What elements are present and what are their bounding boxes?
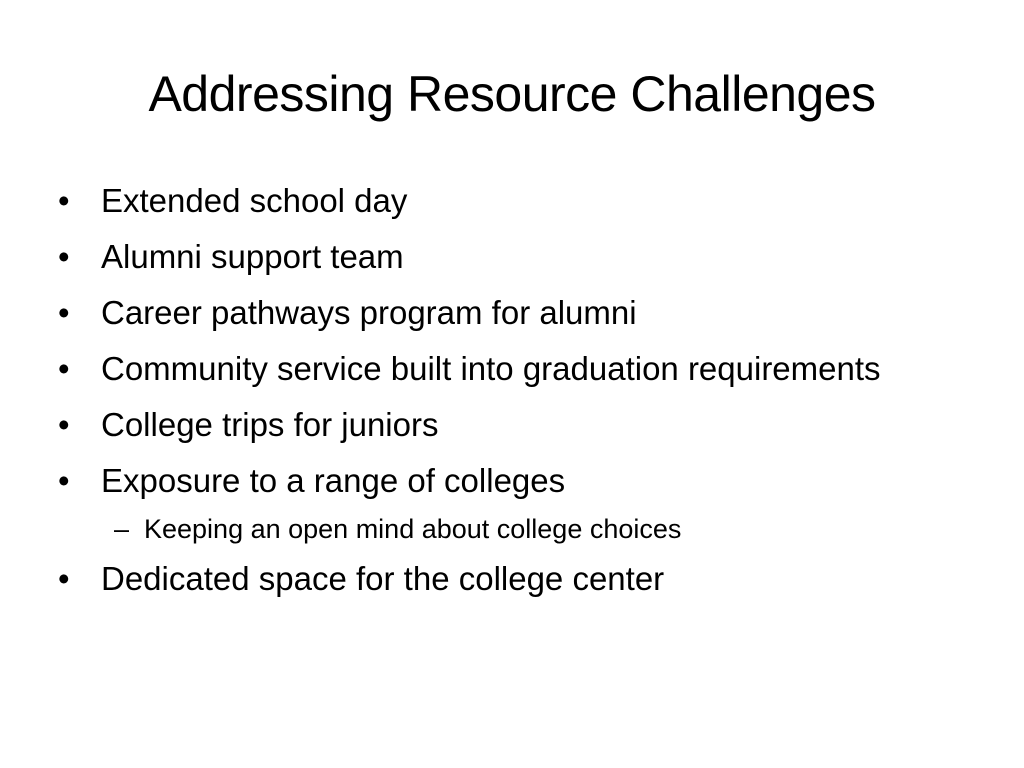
bullet-item	[58, 404, 958, 446]
bullet-item	[58, 292, 958, 334]
bullet-marker: •	[58, 182, 70, 219]
bullet-marker: •	[58, 238, 70, 275]
bullet-text: Exposure to a range of colleges	[101, 462, 566, 499]
bullet-text: Alumni support team	[101, 238, 404, 275]
bullet-item	[58, 180, 958, 222]
bullet-text: Community service built into graduation requirements	[101, 350, 881, 387]
slide-title: Addressing Resource Challenges	[148, 66, 876, 122]
bullet-item	[58, 236, 958, 278]
bullet-text: Dedicated space for the college center	[101, 560, 665, 597]
bullet-item	[58, 460, 958, 502]
bullet-text: College trips for juniors	[101, 406, 439, 443]
bullet-item	[58, 558, 958, 600]
bullet-text: Extended school day	[101, 182, 408, 219]
bullet-text: Career pathways program for alumni	[101, 294, 637, 331]
sub-bullet-text: Keeping an open mind about college choices	[144, 514, 682, 544]
sub-bullet-marker: –	[114, 514, 130, 544]
bullet-marker: •	[58, 560, 70, 597]
bullet-marker: •	[58, 350, 70, 387]
bullet-marker: •	[58, 462, 70, 499]
bullet-item	[58, 348, 958, 390]
bullet-marker: •	[58, 294, 70, 331]
sub-bullet-item	[58, 512, 958, 546]
bullet-list	[58, 180, 958, 614]
bullet-marker: •	[58, 406, 70, 443]
